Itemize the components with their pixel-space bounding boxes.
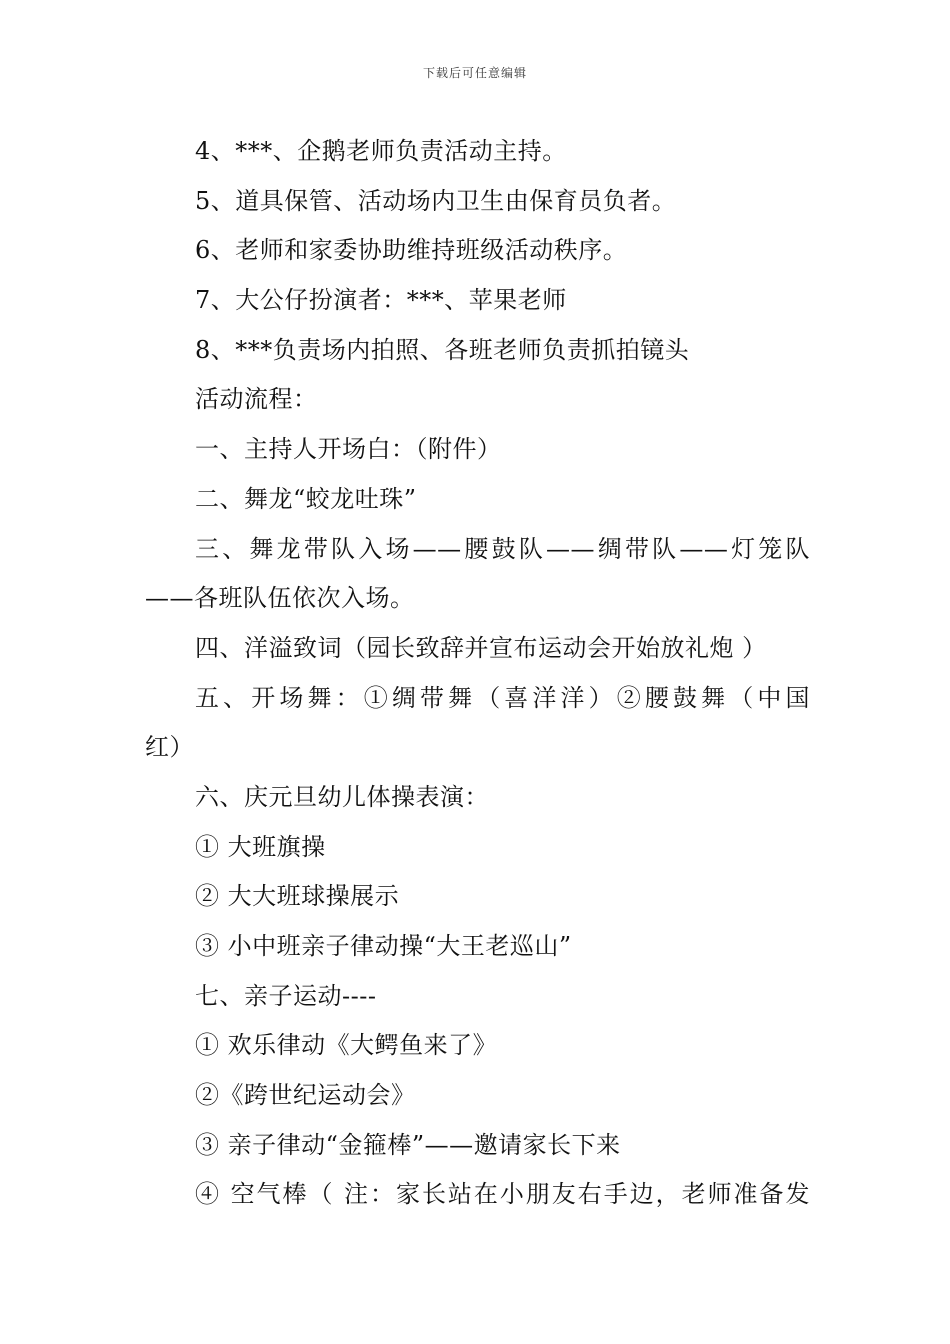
text-line-step-6: 六、庆元旦幼儿体操表演： xyxy=(195,782,489,811)
text-line-step-5-cont: 红） xyxy=(145,733,194,762)
list-item-step-6-2: ② 大大班球操展示 xyxy=(195,882,400,911)
text-line-staff-props: 5、道具保管、活动场内卫生由保育员负者。 xyxy=(195,186,677,215)
list-item-step-6-1: ① 大班旗操 xyxy=(195,832,326,861)
text-line-step-5: 五、开场舞：①绸带舞（喜洋洋）②腰鼓舞（中国 xyxy=(195,683,810,712)
text-line-step-2: 二、舞龙“蛟龙吐珠” xyxy=(195,484,417,513)
text-line-step-4: 四、洋溢致词（园长致辞并宣布运动会开始放礼炮 ） xyxy=(195,633,767,662)
text-line-staff-order: 6、老师和家委协助维持班级活动秩序。 xyxy=(195,236,628,265)
list-item-step-7-1: ① 欢乐律动《大鳄鱼来了》 xyxy=(195,1031,498,1060)
list-item-step-7-2: ②《跨世纪运动会》 xyxy=(195,1081,416,1110)
document-body xyxy=(145,127,810,1220)
text-line-step-1: 一、主持人开场白：（附件） xyxy=(195,435,502,464)
page-header: 下载后可任意编辑 xyxy=(422,66,527,80)
list-item-step-7-3: ③ 亲子律动“金箍棒”——邀请家长下来 xyxy=(195,1130,621,1159)
text-line-staff-host: 4、***、企鹅老师负责活动主持。 xyxy=(195,137,567,165)
text-line-step-7: 七、亲子运动---- xyxy=(195,981,377,1010)
text-line-staff-mascot: 7、大公仔扮演者：***、苹果老师 xyxy=(195,286,567,315)
text-line-step-3-cont: ——各班队伍依次入场。 xyxy=(145,584,415,613)
section-heading-activity-flow: 活动流程： xyxy=(195,385,318,414)
list-item-step-6-3: ③ 小中班亲子律动操“大王老巡山” xyxy=(195,932,572,960)
list-item-step-7-4: ④ 空气棒（ 注：家长站在小朋友右手边，老师准备发 xyxy=(195,1180,810,1209)
text-line-step-3: 三、舞龙带队入场——腰鼓队——绸带队——灯笼队 xyxy=(195,534,810,563)
text-line-staff-photo: 8、***负责场内拍照、各班老师负责抓拍镜头 xyxy=(195,335,690,364)
